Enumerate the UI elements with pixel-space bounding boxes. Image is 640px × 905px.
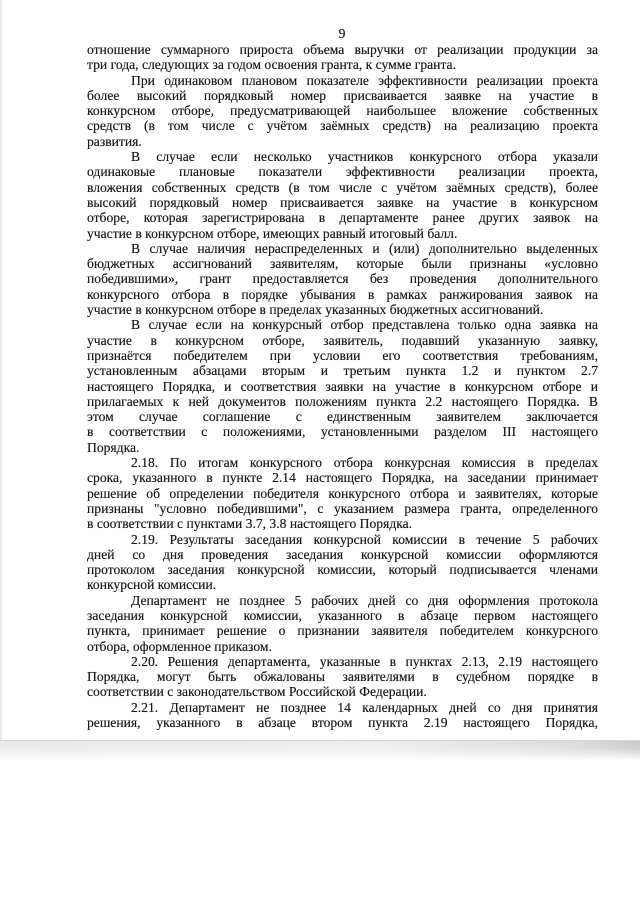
paragraph [87, 241, 598, 317]
text-line: высокий порядковый номер присваивается заявке на участие в конкурсном [87, 194, 598, 210]
text-line: 2.20. Решения департамента, указанные в пунктах 2.13, 2.19 настоящего [131, 653, 598, 669]
text-line: пункта, принимает решение о признании заявителя победителем конкурсного [87, 623, 598, 639]
paragraph [87, 455, 598, 531]
text-line: отношение суммарного прироста объема выручки от реализации продукции за [87, 42, 598, 57]
text-line: решение об определении победителя конкурсного отбора и заявителях, которые [87, 485, 598, 501]
text-line: бюджетных ассигнований заявителям, которые были признаны «условно [87, 256, 598, 272]
text-line: Порядка, могут быть обжалованы заявителями в судебном порядке в [87, 669, 598, 685]
text-line: участие в конкурсном отборе, имеющих равный итоговый балл. [87, 225, 458, 241]
text-line: дней со дня проведения заседания конкурсной комиссии оформляются [87, 546, 598, 562]
text-line: три года, следующих за годом освоения гранта, к сумме гранта. [87, 57, 456, 73]
paragraph [87, 593, 598, 654]
paragraph [87, 42, 598, 73]
text-line: признаётся победителем при условии его соответствия требованиям, [87, 347, 598, 363]
text-line: протоколом заседания конкурсной комиссии, который подписывается членами [87, 562, 598, 578]
page-number: 9 [338, 26, 346, 41]
text-line: признаны "условно победившими", с указанием размера гранта, определенного [87, 500, 598, 516]
text-line: В случае если несколько участников конкурсного отбора указали [131, 149, 598, 165]
text-line: При одинаковом плановом показателе эффективности реализации проекта [131, 72, 598, 88]
text-line: решения, указанного в абзаце втором пункта 2.19 настоящего Порядка, [87, 715, 598, 731]
text-line: прилагаемых к ней документов положениям пункта 2.2 настоящего Порядка. В [87, 393, 598, 409]
text-line: конкурсном отборе, предусматривающей наибольшее вложение собственных [87, 103, 598, 119]
paragraph [87, 532, 598, 593]
text-line: Порядка. [87, 439, 140, 455]
text-line: победившими», грант предоставляется без проведения дополнительного [87, 271, 598, 287]
text-line: участие в конкурсном отборе, заявитель, подавший указанную заявку, [87, 332, 598, 348]
body-text [87, 42, 598, 730]
text-line: 2.18. По итогам конкурсного отбора конкурсная комиссия в пределах [131, 455, 598, 471]
text-line: конкурсной комиссии. [87, 577, 217, 593]
text-line: в соответствии с пунктами 3.7, 3.8 настоящего Порядка. [87, 516, 413, 532]
text-line: конкурсного отбора в порядке убывания в рамках ранжирования заявок на [87, 286, 598, 302]
paragraph [87, 700, 598, 731]
text-line: в соответствии с положениями, установленными разделом III настоящего [87, 424, 598, 440]
text-line: В случае наличия нераспределенных и (или) дополнительно выделенных [131, 240, 598, 256]
text-line: В случае если на конкурсный отбор представлена только одна заявка на [131, 317, 598, 333]
text-line: отбора, оформленное приказом. [87, 638, 272, 654]
text-line: одинаковые плановые показатели эффективности реализации проекта, [87, 164, 598, 180]
text-line: 2.19. Результаты заседания конкурсной комиссии в течение 5 рабочих [131, 531, 598, 547]
text-line: средств (в том числе с учётом заёмных средств) на реализацию проекта [87, 118, 598, 134]
paragraph [87, 317, 598, 455]
paragraph [87, 149, 598, 241]
text-line: 2.21. Департамент не позднее 14 календарных дней со дня принятия [131, 699, 598, 715]
text-line: развития. [87, 133, 142, 149]
text-line: вложения собственных средств (в том числе с учётом заёмных средств), более [87, 179, 598, 195]
text-line: Департамент не позднее 5 рабочих дней со дня оформления протокола [131, 592, 598, 608]
scan-edge-shadow [0, 740, 640, 761]
text-line: этом случае соглашение с единственным заявителем заключается [87, 409, 598, 425]
text-line: более высокий порядковый номер присваивается заявке на участие в [87, 87, 598, 103]
text-line: отборе, которая зарегистрирована в департаменте ранее других заявок на [87, 210, 598, 226]
text-line: заседания конкурсной комиссии, указанного в абзаце первом настоящего [87, 607, 598, 623]
text-line: срока, указанного в пункте 2.14 настоящего Порядка, на заседании принимает [87, 470, 598, 486]
paragraph [87, 73, 598, 149]
text-line: установленным абзацами вторым и третьим пункта 1.2 и пунктом 2.7 [87, 363, 598, 379]
scan-left-edge [0, 0, 3, 740]
text-line: настоящего Порядка, и соответствия заявки на участие в конкурсном отборе и [87, 378, 598, 394]
paragraph [87, 654, 598, 700]
text-line: соответствии с законодательством Российской Федерации. [87, 684, 427, 700]
text-line: участие в конкурсном отборе в пределах указанных бюджетных ассигнований. [87, 302, 544, 318]
